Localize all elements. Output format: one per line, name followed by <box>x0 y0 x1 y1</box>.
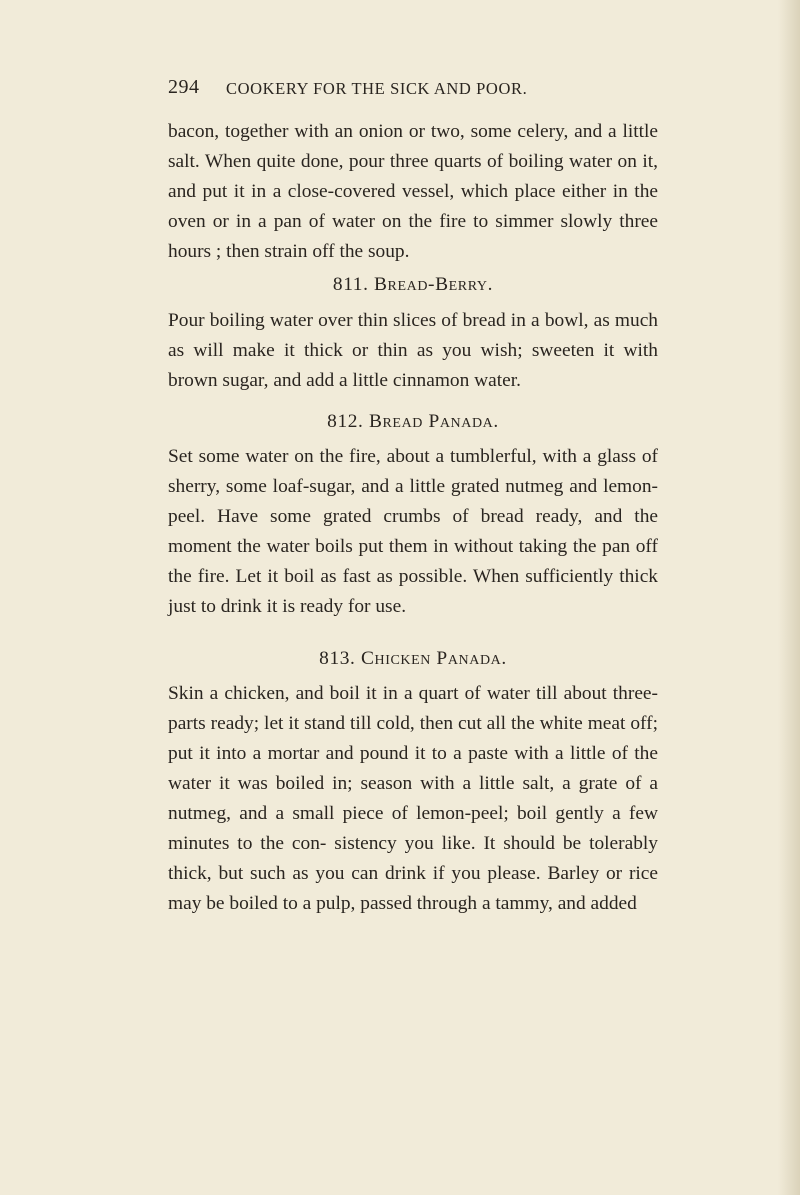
page-header <box>168 76 658 102</box>
recipe-text-813: Skin a chicken, and boil it in a quart of water till about three-parts ready; let it stand till cold, then cut all the white meat off; put it into a mortar and pound it to a paste with a little of the water it was boiled in; season with a little salt, a grate of a nutmeg, and a small piece of lemon-peel; boil gently a few minutes to the con- sistency you like. It should be tolerably thick, but such as you can drink if you please. Barley or rice may be boiled to a pulp, passed through a tammy, and added <box>168 682 658 915</box>
recipe-title: Bread-Berry. <box>374 274 494 296</box>
recipe-title: Chicken Panada. <box>360 647 507 669</box>
recipe-number: 812. <box>327 410 364 432</box>
page-number: 294 <box>168 76 200 98</box>
recipe-heading-811 <box>168 267 658 305</box>
recipe-number: 811. <box>332 274 369 296</box>
recipe-heading-813 <box>168 641 658 679</box>
paragraph-continued: bacon, together with an onion or two, some celery, and a little salt. When quite done, pour three quarts of boiling water on it, and put it in a close-covered vessel, which place either in the oven or in a pan of water on the fire to simmer slowly three hours ; then strain off the soup. <box>168 121 658 263</box>
recipe-heading-812 <box>168 404 658 442</box>
recipe-text-811: Pour boiling water over thin slices of bread in a bowl, as much as will make it thick or thin as you wish; sweeten it with brown sugar, and add a little cinnamon water. <box>168 309 658 391</box>
recipe-number: 813. <box>319 647 356 669</box>
recipe-text-812: Set some water on the fire, about a tumblerful, with a glass of sherry, some loaf-sugar, and a little grated nutmeg and lemon-peel. Have some grated crumbs of bread ready, and the moment the water boils put them in without taking the pan off the fire. Let it boil as fast as possible. When sufficiently thick just to drink it is ready for use. <box>168 445 658 618</box>
page-body <box>168 117 658 919</box>
recipe-title: Bread Panada. <box>368 410 499 432</box>
page-edge-shadow <box>778 0 800 1195</box>
running-title: COOKERY FOR THE SICK AND POOR. <box>226 79 528 98</box>
